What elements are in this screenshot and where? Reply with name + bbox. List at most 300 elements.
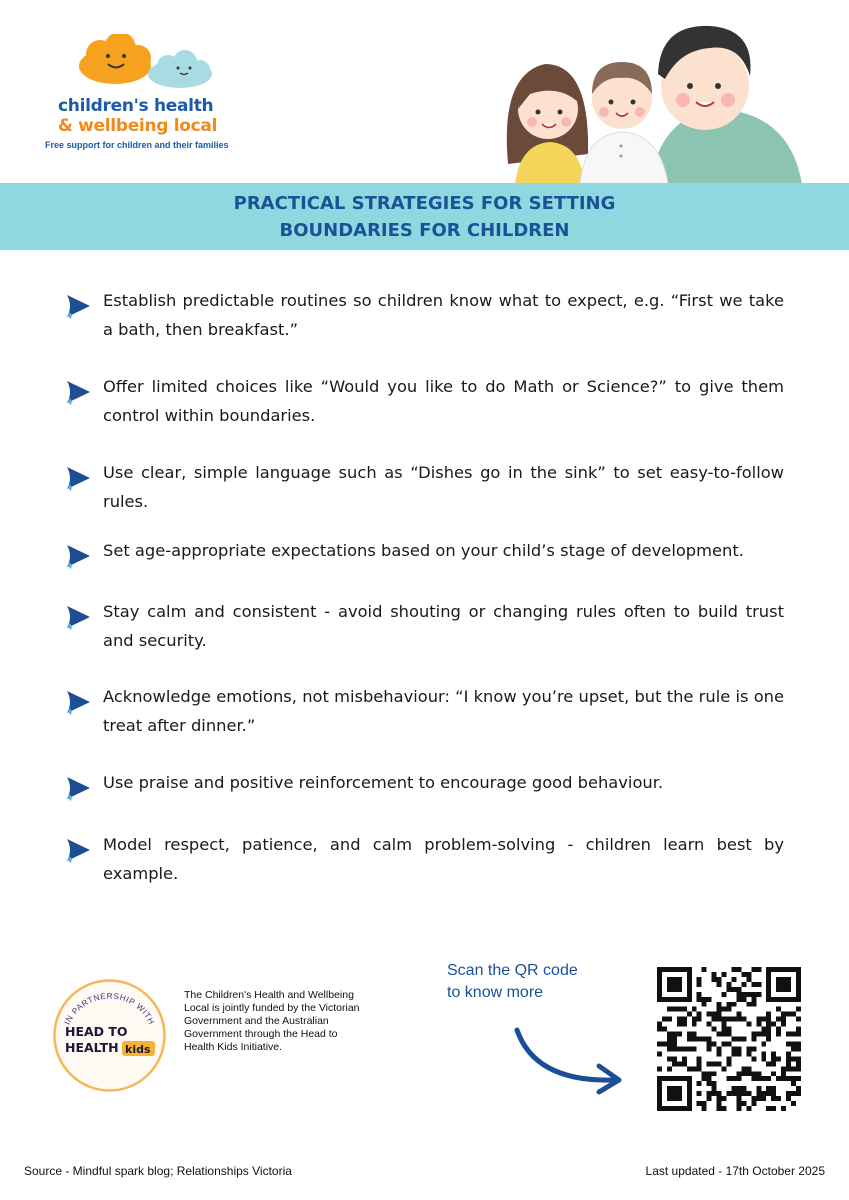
qr-module [751,1032,756,1037]
qr-module [697,992,702,997]
qr-module [727,1056,732,1061]
qr-module [786,1051,791,1056]
qr-module [672,1007,677,1012]
qr-module [791,1091,796,1096]
qr-module [771,1056,776,1061]
qr-module [697,1017,702,1022]
qr-module [791,1066,796,1071]
qr-module [736,1071,741,1076]
funding-statement: The Children's Health and Wellbeing Local is jointly funded by the Victorian Government and the Australian Government through the Head to Health Kids Initiative. [184,989,360,1053]
qr-module [722,1066,727,1071]
qr-module [796,1076,801,1081]
qr-module [791,1046,796,1051]
badge-arc-text: IN PARTNERSHIP WITH [62,991,157,1027]
qr-module [761,1096,766,1101]
qr-module [667,997,672,1002]
qr-module [776,1096,781,1101]
strategy-text: Stay calm and consistent - avoid shouting or changing rules often to build trust and security. [103,602,784,650]
qr-module [667,1056,672,1061]
qr-module [697,1066,702,1071]
family-illustration-icon [500,14,810,184]
qr-module [672,1091,677,1096]
bullet-arrow-icon [64,292,92,320]
bullet-arrow-icon [64,688,92,716]
qr-module [662,1017,667,1022]
qr-module [776,1007,781,1012]
bullet-arrow-icon [64,836,92,864]
qr-module [672,982,677,987]
qr-module [771,967,776,972]
qr-module [682,1106,687,1111]
bullet-arrow-icon [64,378,92,406]
qr-module [727,1032,732,1037]
qr-module [786,1041,791,1046]
qr-module [796,992,801,997]
qr-module [786,1091,791,1096]
cloud-logo-icon [70,34,220,94]
qr-module [766,1061,771,1066]
qr-module [766,1017,771,1022]
qr-module [731,1076,736,1081]
qr-module [717,1051,722,1056]
qr-module [722,1007,727,1012]
qr-module [712,1086,717,1091]
qr-module [786,967,791,972]
qr-module [722,1041,727,1046]
qr-module [702,1101,707,1106]
qr-module [741,1066,746,1071]
qr-module [727,1091,732,1096]
qr-module [717,1091,722,1096]
qr-module [796,1017,801,1022]
qr-module [692,1066,697,1071]
qr-module [791,1076,796,1081]
list-item [62,682,784,740]
qr-module [657,1076,662,1081]
qr-module [672,1041,677,1046]
qr-module [746,992,751,997]
qr-module [657,997,662,1002]
qr-module [657,967,662,972]
qr-module [731,967,736,972]
qr-module [731,1017,736,1022]
qr-module [717,1012,722,1017]
qr-module [682,1007,687,1012]
badge-line2: HEALTH [65,1040,119,1055]
qr-module [677,1061,682,1066]
qr-module [731,1037,736,1042]
bullet-arrow-icon [64,464,92,492]
qr-module [672,1086,677,1091]
qr-module [677,977,682,982]
qr-module [761,1051,766,1056]
qr-module [717,1061,722,1066]
qr-module [682,1017,687,1022]
qr-module [712,1027,717,1032]
qr-module [786,982,791,987]
qr-module [786,1061,791,1066]
qr-module [667,977,672,982]
badge-line1: HEAD TO [65,1024,128,1039]
qr-module [796,972,801,977]
qr-module [791,1056,796,1061]
qr-module [657,1027,662,1032]
qr-module [707,997,712,1002]
qr-module [712,1081,717,1086]
qr-module [796,1056,801,1061]
qr-module [677,1096,682,1101]
qr-module [751,1096,756,1101]
qr-module [771,1091,776,1096]
qr-module [657,972,662,977]
qr-module [756,1071,761,1076]
qr-module [736,967,741,972]
qr-module [771,1086,776,1091]
qr-module [657,987,662,992]
qr-module [781,1022,786,1027]
qr-module [786,987,791,992]
qr-module [677,1022,682,1027]
qr-module [692,1007,697,1012]
qr-module [781,997,786,1002]
qr-module [756,992,761,997]
qr-module [776,1056,781,1061]
qr-module [766,1037,771,1042]
qr-module [727,1007,732,1012]
list-item [62,768,784,797]
qr-module [796,1091,801,1096]
qr-module [662,1106,667,1111]
qr-module [727,982,732,987]
qr-module [756,982,761,987]
logo-tagline: Free support for children and their families [45,140,229,150]
qr-module [756,967,761,972]
qr-module [667,1076,672,1081]
qr-module [657,1066,662,1071]
qr-module [741,1071,746,1076]
list-item [62,372,784,430]
qr-module [761,1032,766,1037]
qr-module [727,1017,732,1022]
strategy-text: Acknowledge emotions, not misbehaviour: “I know you’re upset, but the rule is one treat after dinner.” [103,687,784,735]
qr-module [667,1017,672,1022]
head-to-health-kids-badge [52,978,167,1093]
qr-module [657,977,662,982]
qr-module [697,997,702,1002]
strategy-text: Establish predictable routines so children know what to expect, e.g. “First we take a bath, then breakfast.” [103,291,784,339]
qr-module [712,972,717,977]
qr-module [756,1091,761,1096]
qr-module [717,1046,722,1051]
qr-module [717,1002,722,1007]
qr-module [746,1091,751,1096]
qr-module [756,1017,761,1022]
qr-module [731,1091,736,1096]
qr-module [687,967,692,972]
qr-module [677,1106,682,1111]
qr-module [712,1071,717,1076]
qr-module [682,1061,687,1066]
qr-module [761,1076,766,1081]
qr-module [791,1081,796,1086]
qr-module [731,1051,736,1056]
qr-module [796,1046,801,1051]
qr-module [736,1076,741,1081]
qr-module [766,1027,771,1032]
qr-module [687,1012,692,1017]
qr-module [751,1071,756,1076]
qr-module [736,1086,741,1091]
qr-module [751,1076,756,1081]
qr-module [717,1096,722,1101]
qr-module [697,1012,702,1017]
qr-module [697,1037,702,1042]
qr-module [751,1002,756,1007]
qr-module [791,1101,796,1106]
qr-module [736,1096,741,1101]
qr-module [736,1017,741,1022]
qr-module [736,1046,741,1051]
qr-module [692,1022,697,1027]
qr-module [741,1086,746,1091]
bullet-arrow-icon [64,542,92,570]
strategy-text: Set age-appropriate expectations based on your child’s stage of development. [103,541,744,560]
qr-module [796,1086,801,1091]
qr-module [707,1046,712,1051]
qr-module [746,1002,751,1007]
qr-module [707,1096,712,1101]
badge-kids: kids [125,1043,151,1056]
qr-module [736,1091,741,1096]
qr-module [672,1056,677,1061]
qr-module [766,972,771,977]
qr-module [741,972,746,977]
qr-module [761,1017,766,1022]
qr-module [722,1032,727,1037]
qr-module [746,1051,751,1056]
qr-module [662,997,667,1002]
qr-module [672,1046,677,1051]
qr-module [667,1041,672,1046]
qr-module [697,982,702,987]
qr-module [657,1091,662,1096]
qr-module [707,1037,712,1042]
qr-module [682,1076,687,1081]
qr-module [707,1041,712,1046]
qr-module [786,1032,791,1037]
qr-module [746,1071,751,1076]
qr-module [796,977,801,982]
qr-module [796,1027,801,1032]
qr-module [771,997,776,1002]
qr-module [766,1012,771,1017]
qr-module [766,1022,771,1027]
qr-module [746,1022,751,1027]
qr-module [712,1061,717,1066]
qr-module [712,1091,717,1096]
qr-module [781,967,786,972]
qr-module [781,982,786,987]
qr-module [781,977,786,982]
qr-module [677,1017,682,1022]
qr-module [781,1012,786,1017]
qr-module [741,982,746,987]
qr-module [796,987,801,992]
qr-module [776,987,781,992]
qr-module [687,1076,692,1081]
qr-module [727,1061,732,1066]
qr-module [677,1007,682,1012]
qr-module [796,1061,801,1066]
qr-module [731,987,736,992]
logo-text-line2: & wellbeing local [58,116,218,136]
qr-module [776,977,781,982]
qr-module [707,1091,712,1096]
qr-module [786,1076,791,1081]
page-title-line2: BOUNDARIES FOR CHILDREN [279,219,570,241]
qr-module [736,1012,741,1017]
qr-module [687,977,692,982]
strategy-text: Use praise and positive reinforcement to encourage good behaviour. [103,773,664,792]
qr-module [751,1101,756,1106]
qr-module [667,1096,672,1101]
qr-module [766,1076,771,1081]
qr-module [687,1066,692,1071]
qr-module [756,1032,761,1037]
qr-module [657,1041,662,1046]
qr-module [786,1056,791,1061]
qr-module [722,1017,727,1022]
qr-module [796,1041,801,1046]
qr-module [741,992,746,997]
qr-module [781,1017,786,1022]
qr-module [786,1066,791,1071]
qr-module [677,1086,682,1091]
qr-module [702,997,707,1002]
qr-module [727,1041,732,1046]
qr-module [751,1056,756,1061]
qr-module [727,1027,732,1032]
qr-module [687,1081,692,1086]
qr-module [751,992,756,997]
qr-module [771,1051,776,1056]
page-title-line1: PRACTICAL STRATEGIES FOR SETTING [233,192,616,214]
list-item [62,286,784,344]
qr-module [692,1046,697,1051]
qr-module [687,1037,692,1042]
qr-module [766,1106,771,1111]
qr-module [697,1081,702,1086]
qr-module [741,1101,746,1106]
qr-module [707,1061,712,1066]
qr-module [766,967,771,972]
qr-module [682,1022,687,1027]
brand-logo [40,34,260,159]
qr-module [667,987,672,992]
qr-module [796,1066,801,1071]
qr-module [717,1032,722,1037]
qr-module [712,1017,717,1022]
list-item [62,597,784,655]
qr-module [692,1032,697,1037]
qr-module [781,1076,786,1081]
qr-module [687,972,692,977]
qr-module [756,1076,761,1081]
qr-module [702,1106,707,1111]
qr-module [751,1046,756,1051]
qr-module [746,1066,751,1071]
qr-module [667,1037,672,1042]
qr-module [722,1096,727,1101]
qr-module [731,1046,736,1051]
qr-code[interactable] [657,967,801,1111]
qr-module [667,967,672,972]
qr-module [722,992,727,997]
qr-module [697,1056,702,1061]
qr-module [776,1076,781,1081]
qr-module [687,1101,692,1106]
qr-module [667,1086,672,1091]
qr-module [682,1056,687,1061]
qr-module [766,1091,771,1096]
qr-module [677,997,682,1002]
qr-module [786,1012,791,1017]
qr-module [776,982,781,987]
qr-module [667,1046,672,1051]
qr-module [677,967,682,972]
qr-module [687,1096,692,1101]
qr-module [796,982,801,987]
qr-module [741,1091,746,1096]
qr-module [692,1017,697,1022]
list-item [62,536,784,565]
curved-arrow-icon [505,1020,635,1100]
qr-module [736,1106,741,1111]
qr-module [667,1106,672,1111]
qr-module [667,1066,672,1071]
qr-module [766,977,771,982]
qr-module [771,1106,776,1111]
qr-module [796,1007,801,1012]
qr-module [672,987,677,992]
qr-module [672,977,677,982]
qr-module [731,1002,736,1007]
qr-module [662,1027,667,1032]
qr-module [761,1041,766,1046]
strategy-text: Use clear, simple language such as “Dishes go in the sink” to set easy-to-follow rules. [103,463,784,511]
qr-module [751,982,756,987]
qr-module [746,1046,751,1051]
qr-module [781,1071,786,1076]
qr-module [727,987,732,992]
qr-module [712,1012,717,1017]
qr-module [746,977,751,982]
qr-module [781,987,786,992]
qr-module [697,1091,702,1096]
qr-module [786,977,791,982]
strategy-text: Model respect, patience, and calm problem-solving - children learn best by example. [103,835,784,883]
qr-module [771,1071,776,1076]
qr-module [677,1076,682,1081]
qr-module [781,1106,786,1111]
qr-module [746,972,751,977]
qr-module [771,1061,776,1066]
qr-module [657,1086,662,1091]
source-note: Source - Mindful spark blog; Relationships Victoria [24,1164,292,1178]
qr-module [722,1106,727,1111]
qr-prompt-line1: Scan the QR code [447,962,578,979]
qr-module [756,1096,761,1101]
